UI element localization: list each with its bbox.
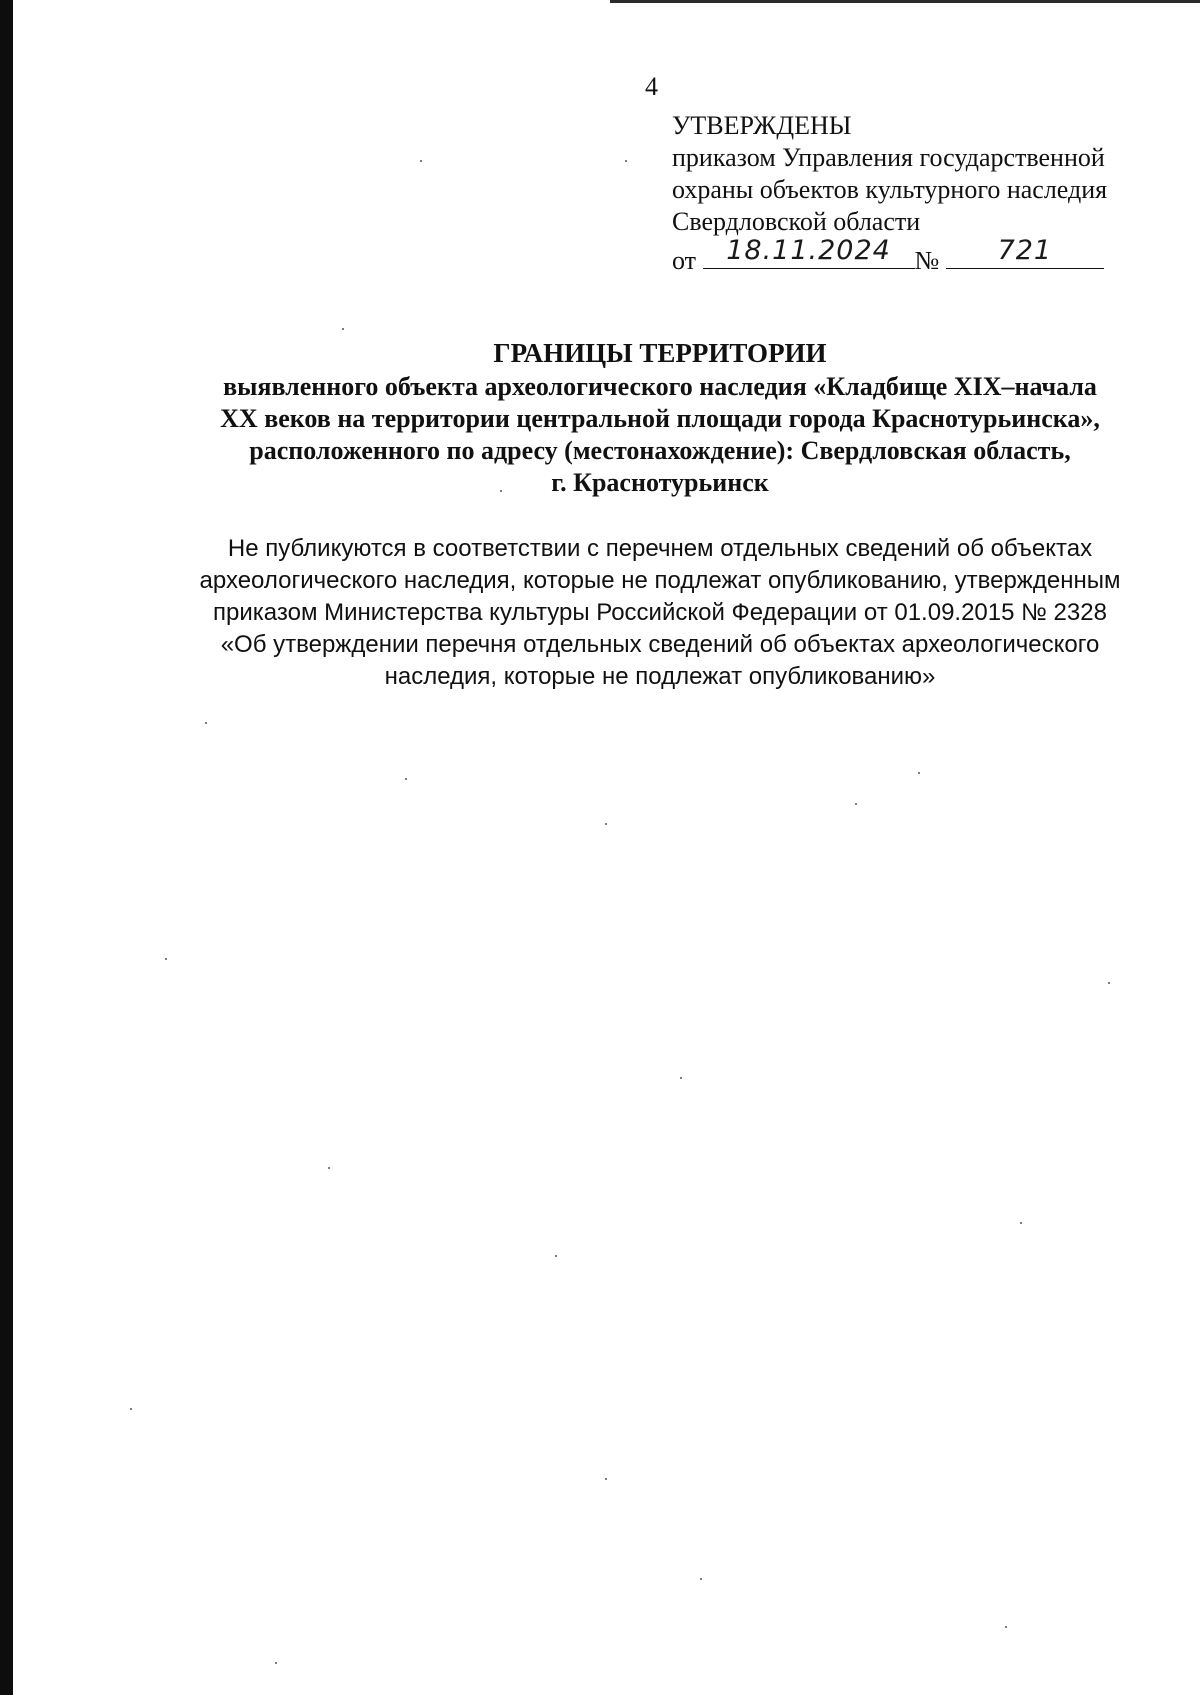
body-line-2: археологического наследия, которые не подлежат опубликованию, утвержденным <box>199 567 1121 594</box>
document-title <box>120 336 1200 499</box>
scan-speck <box>500 490 502 492</box>
scan-speck <box>420 160 422 162</box>
approval-date-row <box>672 235 1107 277</box>
scan-speck <box>918 772 920 774</box>
handwritten-date: 18.11.2024 <box>726 235 891 266</box>
scan-edge-top <box>610 0 1200 3</box>
body-line-5: наследия, которые не подлежат опубликованию» <box>384 663 936 690</box>
title-line-4: г. Краснотурьинск <box>551 468 769 497</box>
body-line-1: Не публикуются в соответствии с перечнем отдельных сведений об объектах <box>227 535 1093 562</box>
body-text <box>120 533 1200 693</box>
number-field <box>946 235 1104 269</box>
handwritten-number: 721 <box>997 235 1053 266</box>
scan-edge-left <box>0 0 13 1695</box>
scan-speck <box>130 1408 132 1410</box>
page-number: 4 <box>645 72 658 101</box>
title-main: ГРАНИЦЫ ТЕРРИТОРИИ <box>493 338 827 368</box>
scan-speck <box>605 823 607 825</box>
scan-speck <box>1108 982 1110 984</box>
number-prefix: № <box>914 246 940 275</box>
scan-speck <box>165 958 167 960</box>
scan-speck <box>1020 1222 1022 1224</box>
date-field <box>703 235 915 269</box>
approval-heading: УТВЕРЖДЕНЫ <box>672 111 852 140</box>
scan-speck <box>605 1478 607 1480</box>
title-line-1: выявленного объекта археологического наследия «Кладбище XIX–начала <box>223 372 1097 401</box>
scan-speck <box>1005 1626 1007 1628</box>
title-line-2: XX веков на территории центральной площади города Краснотурьинска», <box>220 404 1100 433</box>
body-line-4: «Об утверждении перечня отдельных сведений об объектах археологического <box>220 631 1100 658</box>
approval-block <box>672 110 1107 277</box>
scan-speck <box>275 1662 277 1664</box>
scan-speck <box>680 1077 682 1079</box>
approval-line-2: охраны объектов культурного наследия <box>672 175 1108 204</box>
scan-speck <box>625 160 627 162</box>
scan-speck <box>205 722 207 724</box>
scan-speck <box>342 328 344 330</box>
body-line-3: приказом Министерства культуры Российской Федерации от 01.09.2015 № 2328 <box>213 599 1107 626</box>
approval-line-1: приказом Управления государственной <box>672 143 1105 172</box>
scan-speck <box>405 778 407 780</box>
date-prefix: от <box>672 246 697 275</box>
approval-line-3: Свердловской области <box>672 207 921 236</box>
scan-speck <box>328 1167 330 1169</box>
scan-speck <box>855 803 857 805</box>
scan-speck <box>555 1255 557 1257</box>
scan-speck <box>700 1578 702 1580</box>
title-line-3: расположенного по адресу (местонахождение): Свердловская область, <box>249 436 1071 465</box>
